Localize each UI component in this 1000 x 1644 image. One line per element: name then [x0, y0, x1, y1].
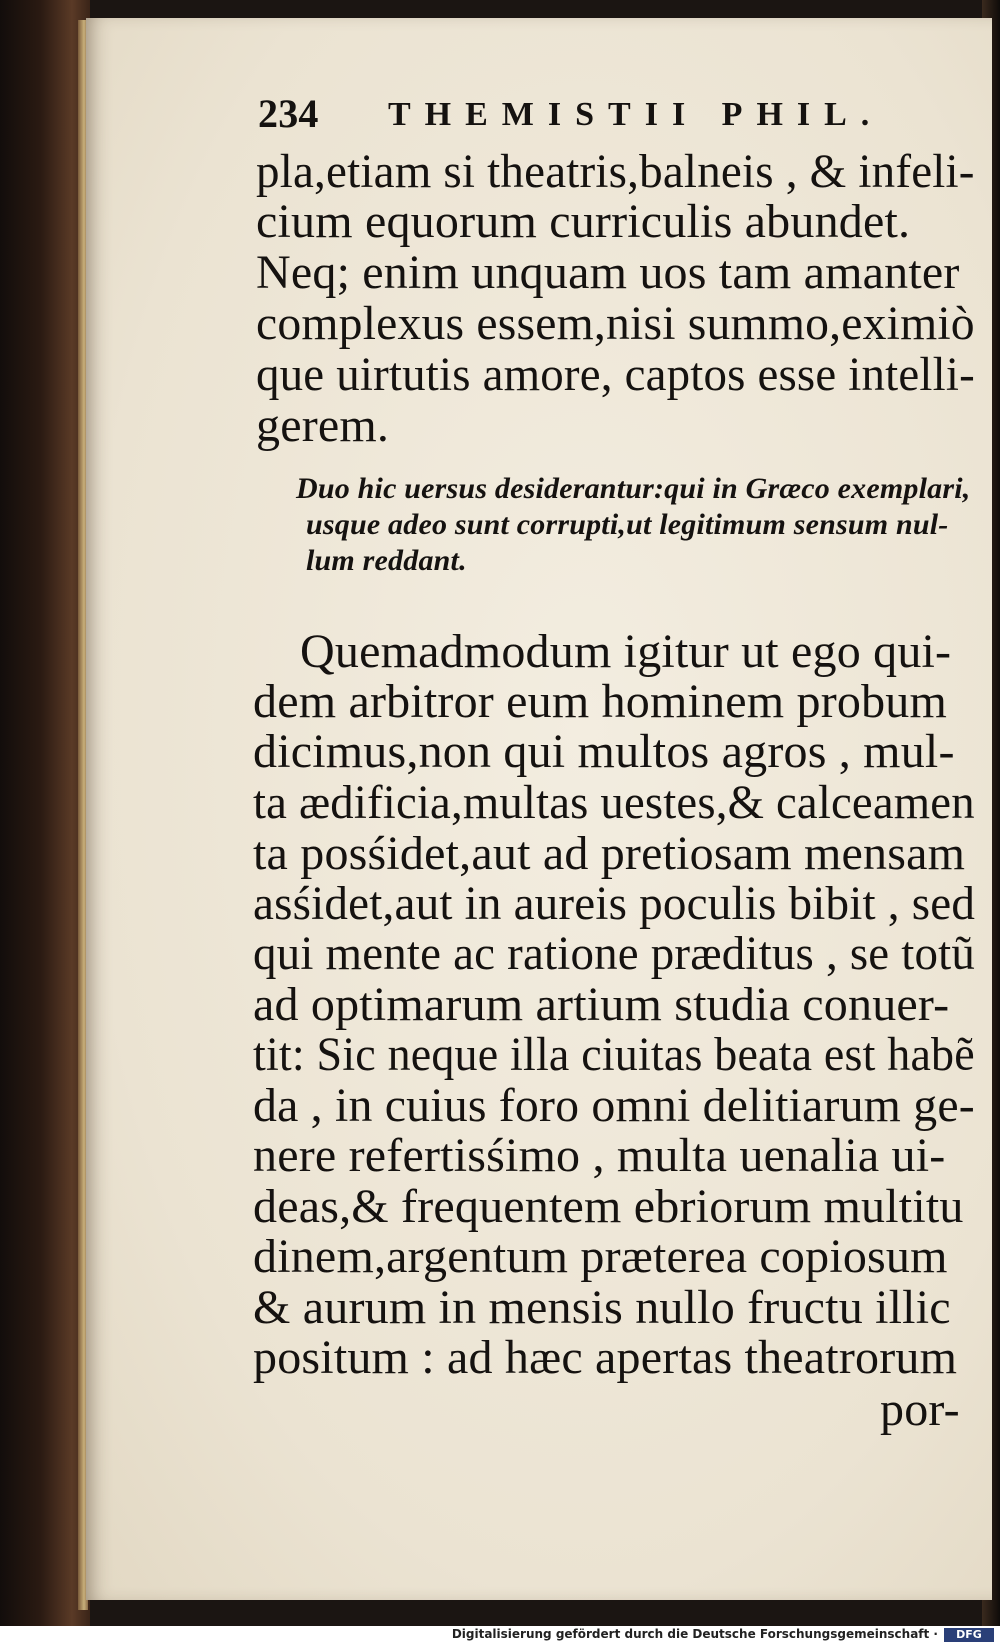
- text-line: dinem,argentum præterea copiosum: [253, 1230, 948, 1283]
- text-line: complexus essem,nisi summo,eximiò: [256, 297, 975, 350]
- text-line: positum : ad hæc apertas theatrorum: [253, 1331, 958, 1384]
- running-title: THEMISTII PHIL.: [388, 96, 884, 133]
- text-line: ad optimarum artium studia conuer-: [253, 978, 950, 1031]
- note-line: lum reddant.: [306, 544, 467, 577]
- note-line: usque adeo sunt corrupti,ut legitimum sensum nul-: [306, 508, 949, 541]
- text-line: nere refertisśimo , multa uenalia ui-: [253, 1129, 946, 1182]
- text-line: ta posśidet,aut ad pretiosam mensam: [253, 827, 966, 880]
- note-line: Duo hic uersus desiderantur:qui in Græco exemplari,: [296, 472, 971, 505]
- page-number: 234: [258, 91, 319, 136]
- funding-note: Digitalisierung gefördert durch die Deutsche Forschungsgemeinschaft ·: [451, 1627, 938, 1641]
- text-line: asśidet,aut in aureis poculis bibit , sed: [253, 877, 976, 930]
- text-line: tit: Sic neque illa ciuitas beata est habẽ: [253, 1028, 975, 1081]
- text-line: qui mente ac ratione præditus , se totũ: [253, 927, 976, 980]
- text-line: Quemadmodum igitur ut ego qui-: [300, 625, 952, 678]
- book-binding: [0, 0, 90, 1644]
- text-line: cium equorum curriculis abundet.: [256, 195, 911, 248]
- text-line: da , in cuius foro omni delitiarum ge-: [253, 1079, 975, 1132]
- text-line: gerem.: [256, 399, 390, 452]
- text-line: dicimus,non qui multos agros , mul-: [253, 725, 955, 778]
- text-line: deas,& frequentem ebriorum multitu: [253, 1180, 964, 1233]
- text-line: ta ædificia,multas uestes,& calceamen: [253, 776, 975, 829]
- text-line: & aurum in mensis nullo fructu illic: [253, 1281, 951, 1334]
- text-line: que uirtutis amore, captos esse intelli-: [256, 348, 975, 401]
- catchword: por-: [880, 1383, 960, 1436]
- text-line: Neq; enim unquam uos tam amanter: [256, 246, 960, 299]
- text-line: pla,etiam si theatris,balneis , & infeli-: [256, 145, 975, 198]
- text-line: dem arbitror eum hominem probum: [253, 675, 948, 728]
- dfg-logo: DFG: [944, 1628, 994, 1642]
